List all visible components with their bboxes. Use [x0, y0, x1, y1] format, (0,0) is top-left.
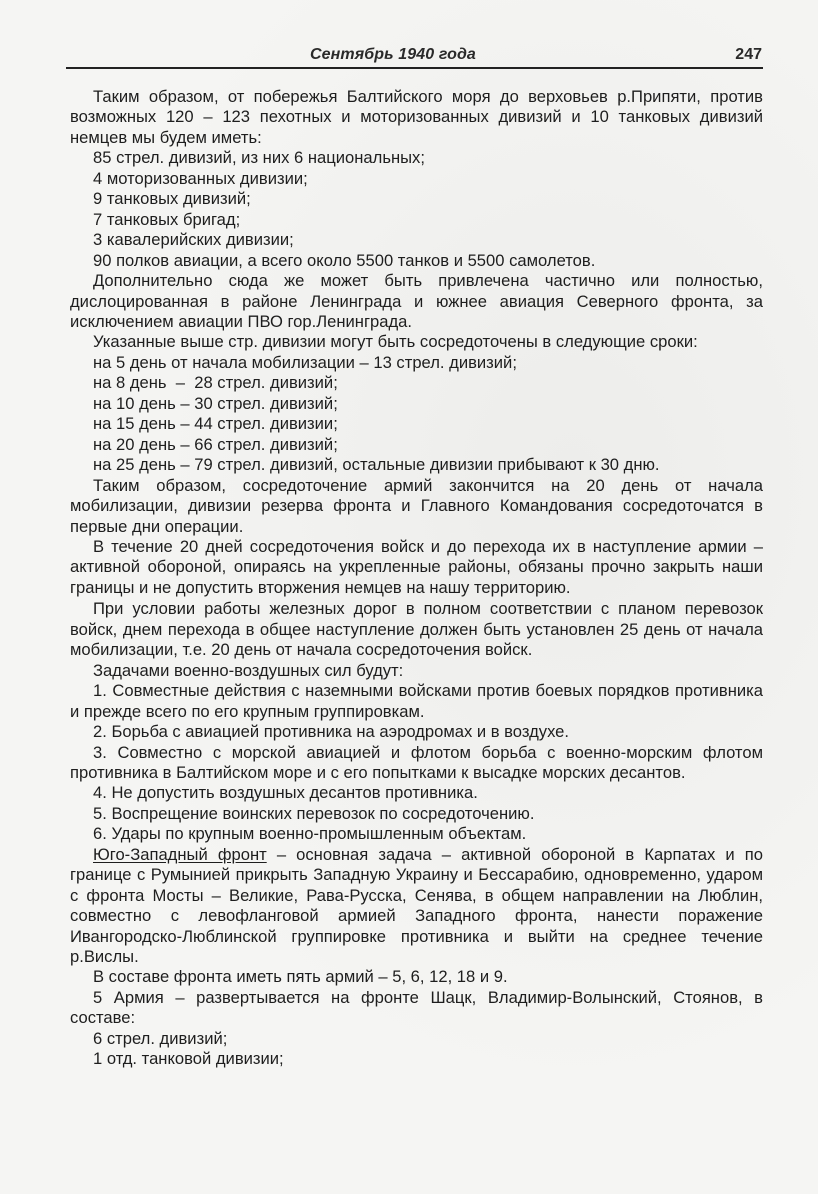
forces-item: 85 стрел. дивизий, из них 6 национальных;	[93, 148, 425, 168]
forces-item: 3 кавалерийских дивизии;	[93, 230, 294, 250]
paragraph-active-defense: В течение 20 дней сосредоточения войск и до перехода их в наступление армии – активной обороной, опираясь на укрепленные районы, обязаны прочно закрыть наши границы и не допустить вторжения немцев на нашу территорию.	[70, 536, 763, 597]
paragraph-air-tasks-intro: Задачами военно-воздушных сил будут:	[93, 660, 404, 680]
army5-item: 6 стрел. дивизий;	[93, 1028, 228, 1048]
army5-item: 1 отд. танковой дивизии;	[93, 1049, 284, 1069]
forces-item: 7 танковых бригад;	[93, 209, 241, 229]
army5-composition	[70, 1029, 763, 1070]
schedule-item: на 15 день – 44 стрел. дивизии;	[93, 414, 338, 434]
concentration-schedule	[70, 353, 763, 476]
running-header	[66, 45, 763, 69]
southwestern-front-heading: Юго-Западный фронт	[93, 844, 267, 864]
forces-list	[70, 148, 763, 271]
air-task-item: 1. Совместные действия с наземными войсками против боевых порядков противника и прежде всего по его крупным группировкам.	[70, 681, 763, 721]
air-task-item: 4. Не допустить воздушных десантов противника.	[93, 783, 478, 803]
forces-item: 9 танковых дивизий;	[93, 189, 251, 209]
paragraph-5th-army: 5 Армия – развертывается на фронте Шацк, Владимир-Волынский, Стоянов, в составе:	[70, 987, 763, 1028]
paragraph-baltic-summary: Таким образом, от побережья Балтийского моря до верховьев р.Припяти, против возможных 120 – 123 пехотных и моторизованных дивизий и 10 танковых дивизий немцев мы будем иметь:	[70, 87, 763, 147]
paragraph-aviation-addition: Дополнительно сюда же может быть привлечена частично или полностью, дислоцированная в районе Ленинграда и южнее авиация Северного фронта, за исключением авиации ПВО гор.Ленинграда.	[70, 271, 763, 331]
air-task-item: 3. Совместно с морской авиацией и флотом борьба с военно-морским флотом противника в Балтийском море и с его попытками к высадке морских десантов.	[70, 742, 763, 782]
schedule-item: на 25 день – 79 стрел. дивизий, остальные дивизии прибывают к 30 дню.	[93, 455, 660, 475]
air-tasks-list	[70, 681, 763, 845]
southwestern-front-text: – основная задача – активной обороной в Карпатах и по границе с Румынией прикрыть Западную Украину и Бессарабию, одновременно, ударом с фронта Мосты – Великие, Рава-Русска, Сенява, в общем направлении на Люблин, совместно с левофланговой армией Западного фронта, нанести поражение Ивангородско-Люблинской группировке противника и выйти на среднее течение р.Вислы.	[70, 844, 763, 967]
page-number: 247	[735, 46, 762, 63]
paragraph-concentration-end: Таким образом, сосредоточение армий закончится на 20 день от начала мобилизации, дивизии резерва фронта и Главного Командования сосредоточатся в первые дни операции.	[70, 475, 763, 536]
paragraph-front-armies: В составе фронта иметь пять армий – 5, 6, 12, 18 и 9.	[93, 967, 508, 987]
air-task-item: 5. Воспрещение воинских перевозок по сосредоточению.	[93, 803, 535, 823]
schedule-item: на 20 день – 66 стрел. дивизий;	[93, 434, 338, 454]
schedule-item: на 5 день от начала мобилизации – 13 стрел. дивизий;	[93, 352, 517, 372]
paragraph-railways: При условии работы железных дорог в полном соответствии с планом перевозок войск, днем перехода в общее наступление должен быть установлен 25 день от начала мобилизации, т.е. 20 день от начала сосредоточения войск.	[70, 599, 763, 660]
forces-item: 90 полков авиации, а всего около 5500 танков и 5500 самолетов.	[93, 250, 596, 270]
air-task-item: 2. Борьба с авиацией противника на аэродромах и в воздухе.	[93, 722, 570, 742]
paragraph-southwestern-front	[70, 845, 763, 968]
schedule-item: на 10 день – 30 стрел. дивизий;	[93, 393, 338, 413]
air-task-item: 6. Удары по крупным военно-промышленным объектам.	[93, 824, 527, 844]
forces-item: 4 моторизованных дивизии;	[93, 168, 308, 188]
schedule-item: на 8 день – 28 стрел. дивизий;	[93, 373, 338, 393]
body-text	[70, 87, 763, 1070]
paragraph-concentration-intro: Указанные выше стр. дивизии могут быть сосредоточены в следующие сроки:	[93, 332, 698, 352]
running-title: Сентябрь 1940 года	[310, 46, 476, 63]
